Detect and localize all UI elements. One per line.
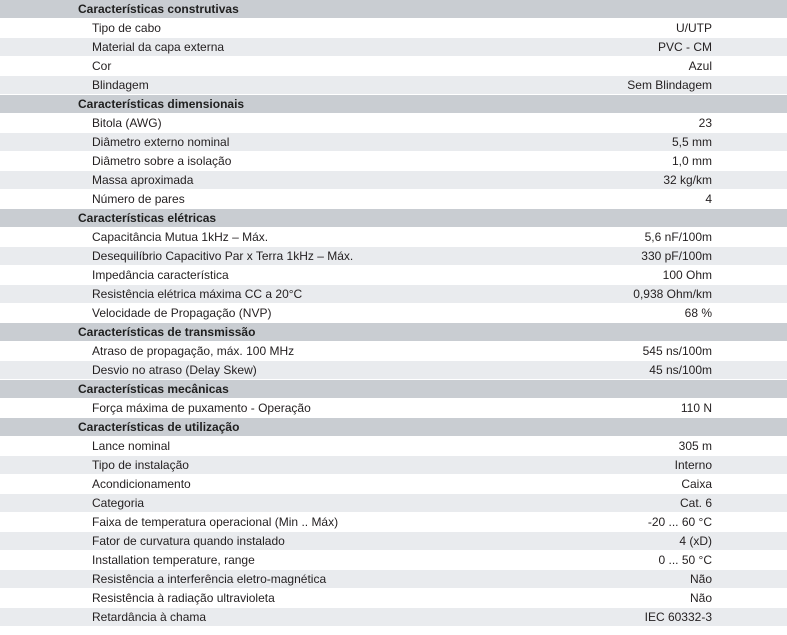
spec-row bbox=[0, 399, 787, 418]
spec-row bbox=[0, 570, 787, 589]
spec-label: Cor bbox=[92, 59, 112, 73]
section-header bbox=[0, 209, 787, 228]
spec-value: IEC 60332-3 bbox=[644, 610, 712, 624]
spec-value: 1,0 mm bbox=[671, 154, 712, 168]
spec-row bbox=[0, 228, 787, 247]
spec-value: 23 bbox=[698, 116, 712, 130]
spec-label: Velocidade de Propagação (NVP) bbox=[92, 306, 272, 320]
spec-value: 5,6 nF/100m bbox=[644, 230, 712, 244]
spec-label: Tipo de cabo bbox=[92, 21, 161, 35]
spec-value: 110 N bbox=[680, 401, 712, 415]
spec-value: 68 % bbox=[684, 306, 712, 320]
spec-value: 4 bbox=[705, 192, 712, 206]
section-title: Características elétricas bbox=[78, 211, 217, 225]
spec-row bbox=[0, 532, 787, 551]
spec-label: Material da capa externa bbox=[92, 40, 225, 54]
spec-value: 45 ns/100m bbox=[649, 363, 712, 377]
spec-row bbox=[0, 456, 787, 475]
spec-row bbox=[0, 114, 787, 133]
spec-label: Força máxima de puxamento - Operação bbox=[92, 401, 311, 415]
spec-row bbox=[0, 266, 787, 285]
section-title: Características de utilização bbox=[78, 420, 240, 434]
spec-label: Massa aproximada bbox=[92, 173, 194, 187]
spec-label: Resistência à radiação ultravioleta bbox=[92, 591, 275, 605]
spec-row bbox=[0, 247, 787, 266]
spec-value: Azul bbox=[688, 59, 712, 73]
spec-value: 545 ns/100m bbox=[642, 344, 712, 358]
section-title: Características dimensionais bbox=[78, 97, 245, 111]
spec-label: Blindagem bbox=[92, 78, 149, 92]
section-header bbox=[0, 418, 787, 437]
spec-value: Interno bbox=[674, 458, 712, 472]
spec-label: Installation temperature, range bbox=[92, 553, 255, 567]
section-header bbox=[0, 380, 787, 399]
spec-value: Não bbox=[689, 572, 712, 586]
spec-value: Cat. 6 bbox=[679, 496, 712, 510]
spec-value: Não bbox=[689, 591, 712, 605]
spec-label: Fator de curvatura quando instalado bbox=[92, 534, 285, 548]
spec-value: 0 ... 50 °C bbox=[658, 553, 712, 567]
spec-row bbox=[0, 190, 787, 209]
spec-row bbox=[0, 589, 787, 608]
spec-row bbox=[0, 152, 787, 171]
spec-value: Sem Blindagem bbox=[627, 78, 712, 92]
spec-label: Número de pares bbox=[92, 192, 185, 206]
spec-row bbox=[0, 475, 787, 494]
section-title: Características mecânicas bbox=[78, 382, 229, 396]
spec-row bbox=[0, 513, 787, 532]
spec-value: Caixa bbox=[681, 477, 712, 491]
spec-label: Tipo de instalação bbox=[92, 458, 189, 472]
spec-value: 330 pF/100m bbox=[641, 249, 712, 263]
spec-label: Desvio no atraso (Delay Skew) bbox=[92, 363, 257, 377]
spec-value: U/UTP bbox=[676, 21, 712, 35]
spec-value: -20 ... 60 °C bbox=[647, 515, 712, 529]
spec-label: Diâmetro externo nominal bbox=[92, 135, 230, 149]
spec-label: Bitola (AWG) bbox=[92, 116, 162, 130]
spec-label: Faixa de temperatura operacional (Min .. Máx) bbox=[92, 515, 339, 529]
spec-value: 0,938 Ohm/km bbox=[633, 287, 712, 301]
spec-value: 4 (xD) bbox=[679, 534, 712, 548]
spec-row bbox=[0, 19, 787, 38]
spec-row bbox=[0, 342, 787, 361]
spec-label: Categoria bbox=[92, 496, 145, 510]
spec-label: Atraso de propagação, máx. 100 MHz bbox=[92, 344, 295, 358]
spec-label: Diâmetro sobre a isolação bbox=[92, 154, 232, 168]
spec-row bbox=[0, 551, 787, 570]
spec-label: Impedância característica bbox=[92, 268, 229, 282]
section-title: Características de transmissão bbox=[78, 325, 256, 339]
spec-row bbox=[0, 494, 787, 513]
spec-row bbox=[0, 361, 787, 380]
spec-label: Retardância à chama bbox=[92, 610, 207, 624]
spec-label: Resistência elétrica máxima CC a 20°C bbox=[92, 287, 303, 301]
spec-row bbox=[0, 285, 787, 304]
spec-row bbox=[0, 304, 787, 323]
section-header bbox=[0, 0, 787, 19]
spec-value: PVC - CM bbox=[658, 40, 712, 54]
spec-row bbox=[0, 437, 787, 456]
spec-label: Resistência a interferência eletro-magnética bbox=[92, 572, 327, 586]
spec-value: 305 m bbox=[678, 439, 712, 453]
spec-value: 5,5 mm bbox=[671, 135, 712, 149]
spec-row bbox=[0, 133, 787, 152]
spec-label: Desequilíbrio Capacitivo Par x Terra 1kHz – Máx. bbox=[92, 249, 354, 263]
spec-row bbox=[0, 76, 787, 95]
spec-row bbox=[0, 171, 787, 190]
spec-label: Lance nominal bbox=[92, 439, 171, 453]
spec-value: 100 Ohm bbox=[662, 268, 712, 282]
section-header bbox=[0, 323, 787, 342]
spec-row bbox=[0, 57, 787, 76]
section-header bbox=[0, 95, 787, 114]
section-title: Características construtivas bbox=[78, 2, 239, 16]
spec-value: 32 kg/km bbox=[663, 173, 712, 187]
spec-row bbox=[0, 38, 787, 57]
spec-label: Acondicionamento bbox=[92, 477, 191, 491]
spec-label: Capacitância Mutua 1kHz – Máx. bbox=[92, 230, 269, 244]
spec-row bbox=[0, 608, 787, 627]
